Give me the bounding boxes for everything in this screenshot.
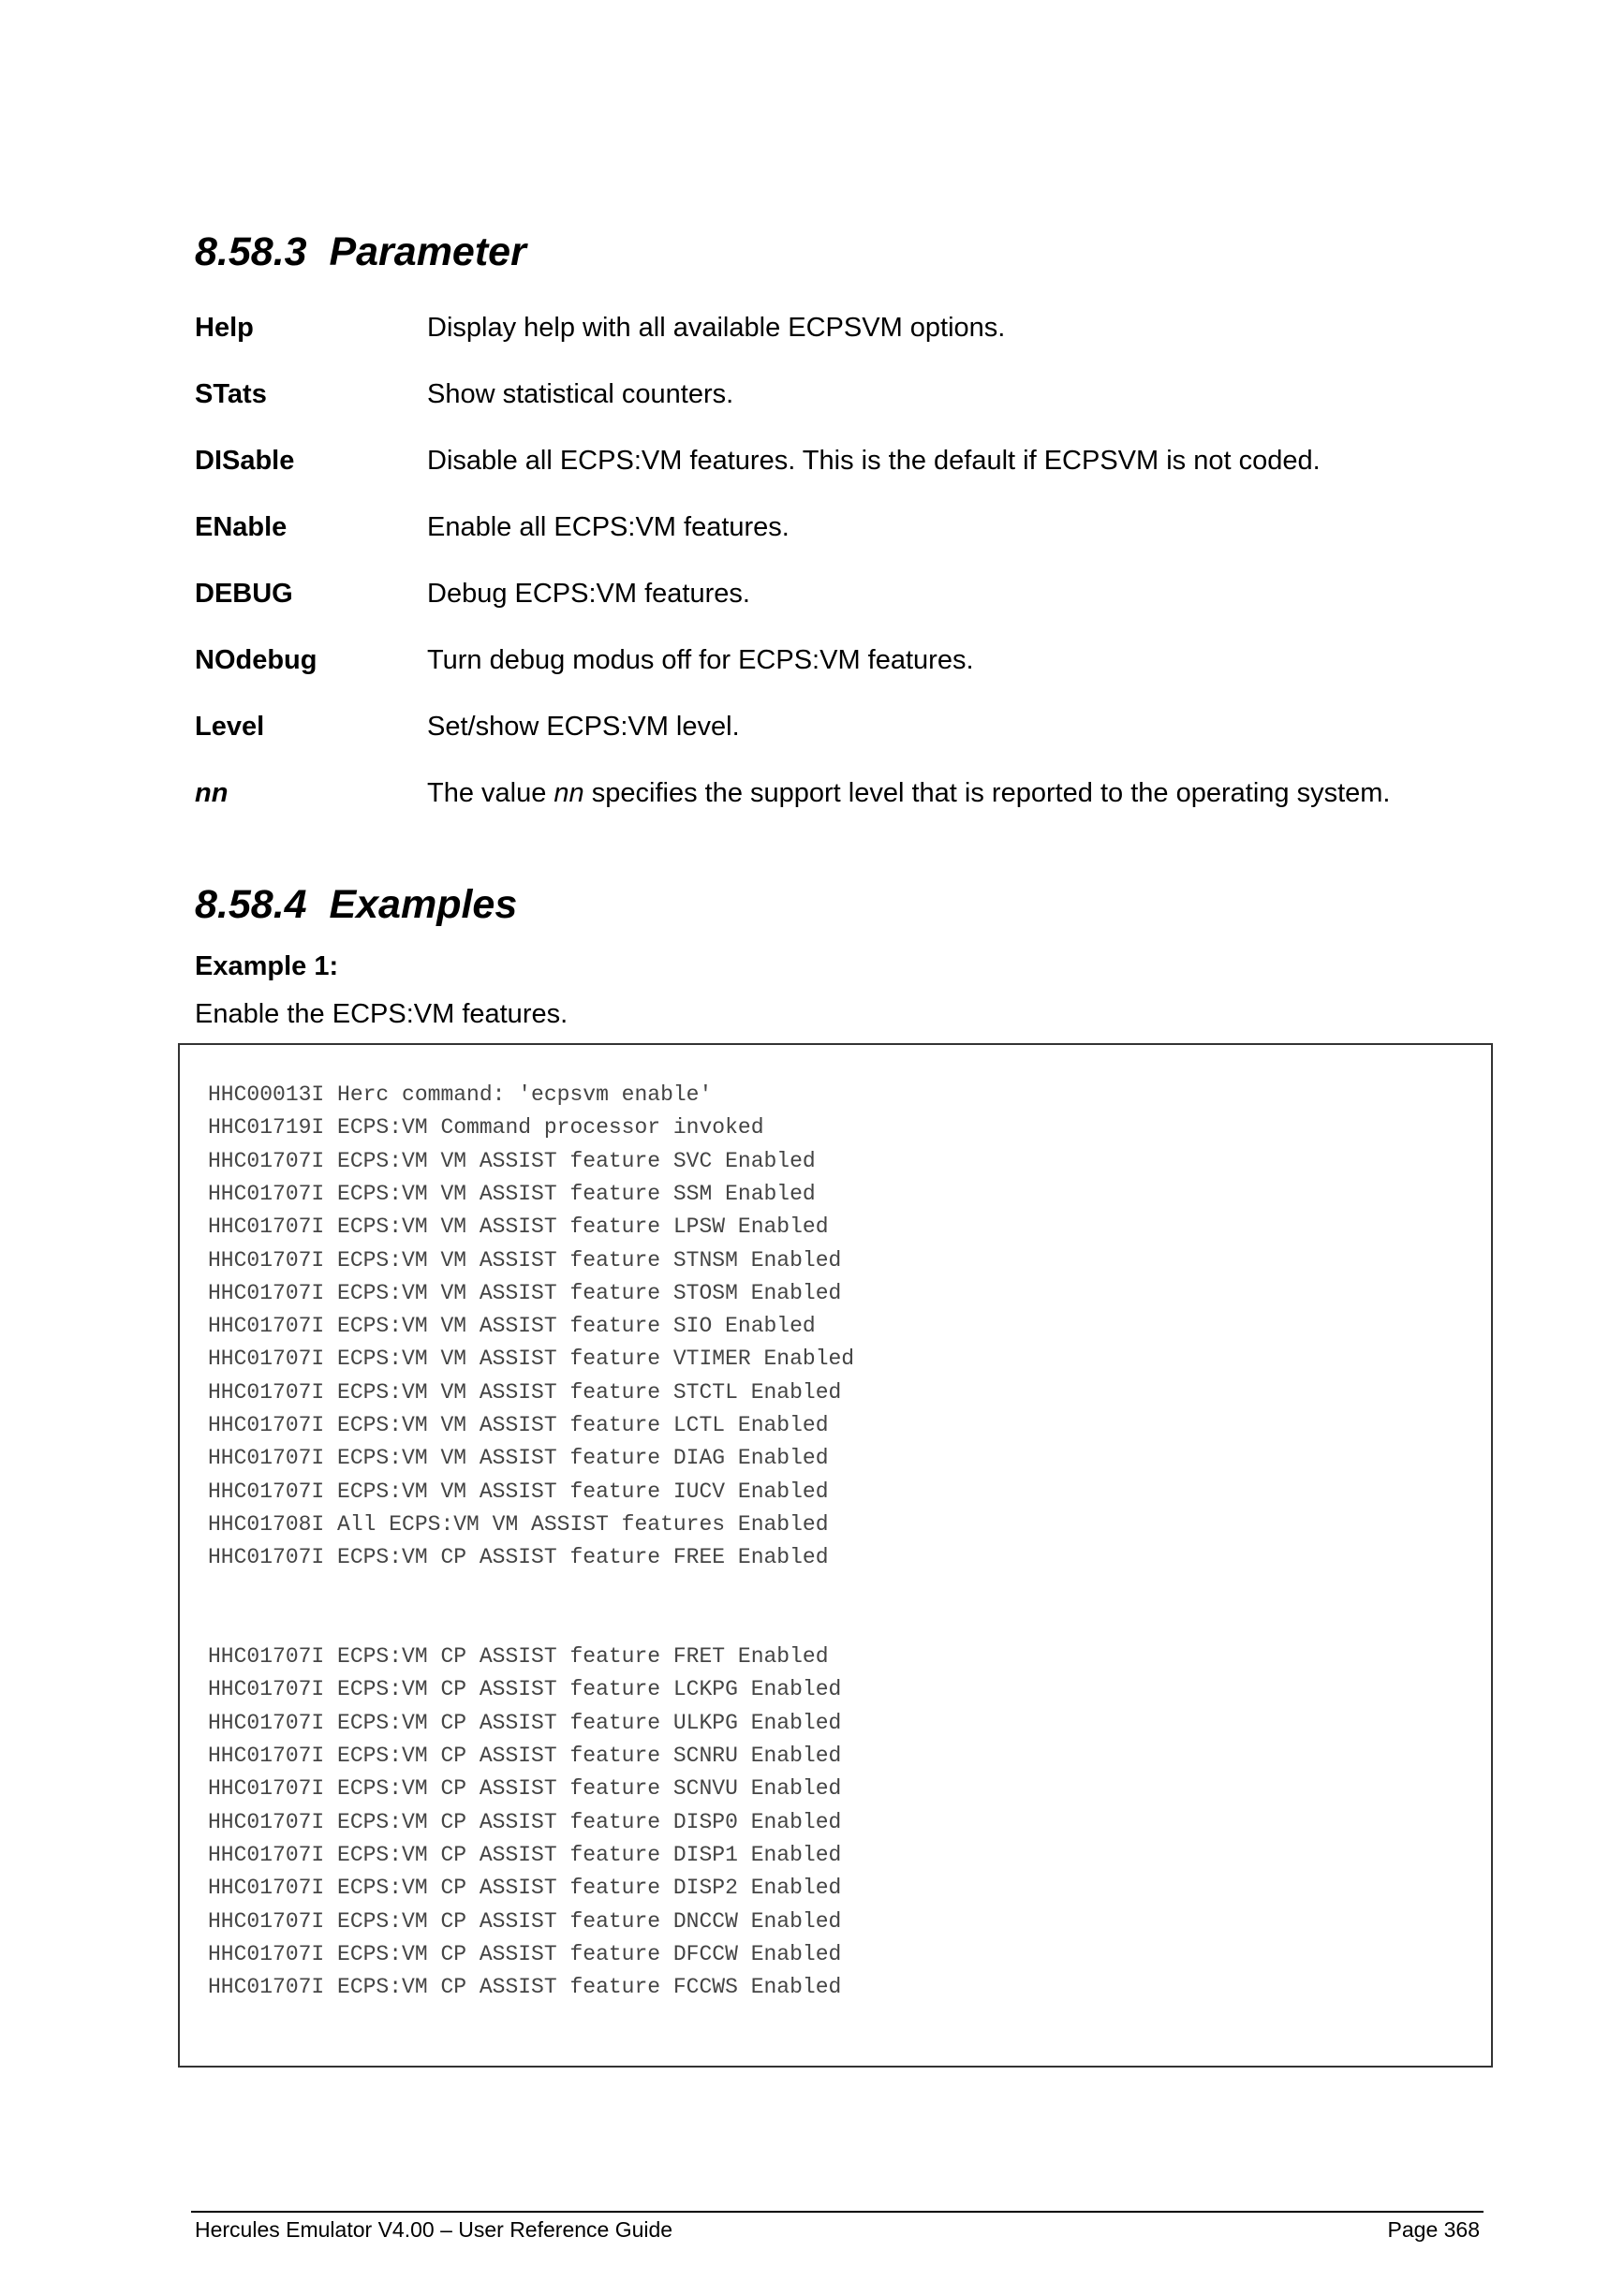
footer-divider [191, 2211, 1484, 2213]
console-line: HHC01707I ECPS:VM CP ASSIST feature FRET Enabled [208, 1644, 829, 1670]
param-description-text: specifies the support level that is reported to the operating system. [583, 778, 1391, 808]
console-line: HHC01707I ECPS:VM VM ASSIST feature LPSW Enabled [208, 1214, 829, 1240]
param-row-nn [0, 774, 1624, 812]
console-line: HHC01707I ECPS:VM CP ASSIST feature ULKPG Enabled [208, 1710, 842, 1735]
console-line: HHC01708I All ECPS:VM VM ASSIST features Enabled [208, 1511, 829, 1537]
param-description: Debug ECPS:VM features. [427, 579, 750, 609]
param-description-text: The value [427, 778, 554, 808]
param-description: Disable all ECPS:VM features. This is the default if ECPSVM is not coded. [427, 446, 1321, 476]
section-heading-parameter: 8.58.3 Parameter [195, 229, 526, 274]
console-line: HHC01707I ECPS:VM VM ASSIST feature SVC Enabled [208, 1148, 816, 1173]
param-description [427, 774, 1390, 812]
param-name: NOdebug [195, 645, 317, 675]
console-line: HHC01707I ECPS:VM CP ASSIST feature SCNRU Enabled [208, 1744, 842, 1768]
param-name: DISable [195, 446, 295, 476]
param-row-debug [0, 575, 1624, 612]
console-line: HHC01707I ECPS:VM CP ASSIST feature SCNVU Enabled [208, 1776, 842, 1802]
param-description: Turn debug modus off for ECPS:VM features. [427, 645, 974, 675]
console-line: HHC01707I ECPS:VM VM ASSIST feature IUCV Enabled [208, 1479, 829, 1504]
footer-document-title: Hercules Emulator V4.00 – User Reference Guide [195, 2217, 673, 2242]
section-heading-examples: 8.58.4 Examples [195, 882, 518, 927]
console-line: HHC01707I ECPS:VM CP ASSIST feature DNCCW Enabled [208, 1908, 842, 1934]
console-line: HHC01719I ECPS:VM Command processor invoked [208, 1115, 764, 1141]
console-line: HHC01707I ECPS:VM CP ASSIST feature FREE Enabled [208, 1545, 829, 1570]
param-name: nn [195, 778, 229, 808]
param-row-enable [0, 508, 1624, 546]
param-description: Show statistical counters. [427, 379, 734, 409]
param-description-emphasis: nn [554, 778, 584, 808]
param-name: Level [195, 712, 265, 742]
param-name: DEBUG [195, 579, 293, 609]
console-line: HHC01707I ECPS:VM CP ASSIST feature DISP0 Enabled [208, 1809, 842, 1834]
console-line: HHC01707I ECPS:VM CP ASSIST feature DFCCW Enabled [208, 1941, 842, 1966]
footer-page-number: Page 368 [1387, 2217, 1480, 2242]
param-row-level [0, 708, 1624, 745]
console-line: HHC00013I Herc command: 'ecpsvm enable' [208, 1082, 713, 1107]
example-description: Enable the ECPS:VM features. [195, 999, 568, 1029]
console-line: HHC01707I ECPS:VM CP ASSIST feature LCKPG Enabled [208, 1677, 842, 1702]
example-label: Example 1: [195, 951, 339, 981]
console-line: HHC01707I ECPS:VM VM ASSIST feature STNSM Enabled [208, 1247, 842, 1273]
console-line: HHC01707I ECPS:VM VM ASSIST feature SIO Enabled [208, 1314, 816, 1339]
param-row-nodebug [0, 641, 1624, 679]
console-line: HHC01707I ECPS:VM VM ASSIST feature SSM Enabled [208, 1181, 816, 1206]
console-line: HHC01707I ECPS:VM CP ASSIST feature DISP1 Enabled [208, 1842, 842, 1867]
param-description: Set/show ECPS:VM level. [427, 712, 740, 742]
console-line: HHC01707I ECPS:VM VM ASSIST feature LCTL Enabled [208, 1413, 829, 1437]
console-line: HHC01707I ECPS:VM CP ASSIST feature DISP2 Enabled [208, 1876, 842, 1901]
param-name: STats [195, 379, 267, 409]
console-line: HHC01707I ECPS:VM VM ASSIST feature DIAG Enabled [208, 1446, 829, 1471]
param-row-stats [0, 375, 1624, 413]
console-line: HHC01707I ECPS:VM CP ASSIST feature FCCWS Enabled [208, 1975, 842, 2000]
param-row-disable [0, 442, 1624, 479]
console-line: HHC01707I ECPS:VM VM ASSIST feature STOSM Enabled [208, 1280, 842, 1305]
param-name: ENable [195, 512, 288, 542]
param-description: Display help with all available ECPSVM options. [427, 313, 1006, 343]
param-name: Help [195, 313, 254, 343]
param-description: Enable all ECPS:VM features. [427, 512, 790, 542]
param-row-help [0, 309, 1624, 346]
console-line: HHC01707I ECPS:VM VM ASSIST feature VTIMER Enabled [208, 1347, 855, 1372]
console-line: HHC01707I ECPS:VM VM ASSIST feature STCTL Enabled [208, 1379, 842, 1405]
